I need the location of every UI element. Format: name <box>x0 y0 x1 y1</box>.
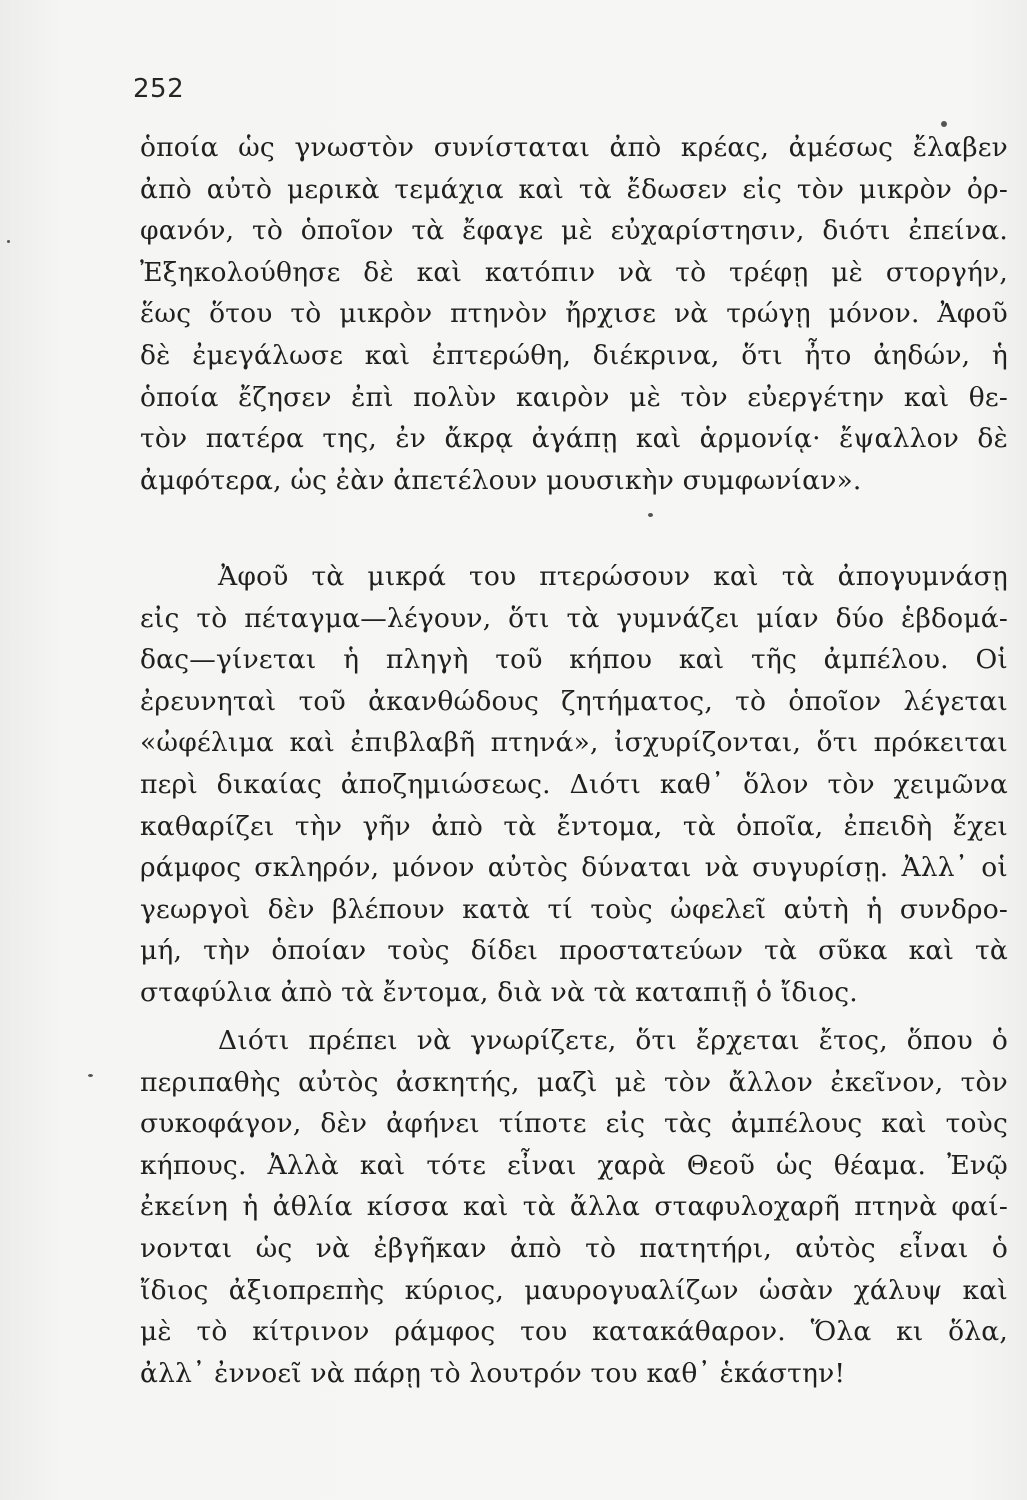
text-line: φανόν, τὸ ὁποῖον τὰ ἔφαγε μὲ εὐχαρίστησιν, διότι ἐπείνα. <box>140 215 1008 247</box>
text-line: «ὠφέλιμα καὶ ἐπιβλαβῆ πτηνά», ἰσχυρίζονται, ὅτι πρόκειται <box>140 727 1008 759</box>
text-line: μή, τὴν ὁποίαν τοὺς δίδει προστατεύων τὰ σῦκα καὶ τὰ <box>140 935 1008 967</box>
text-line: Ἀφοῦ τὰ μικρά του πτερώσουν καὶ τὰ ἀπογυμνάσῃ <box>218 561 1008 592</box>
paragraph-3 <box>140 1020 1008 1394</box>
print-speck <box>88 1074 93 1077</box>
paragraph-2 <box>140 556 1008 1014</box>
text-line: δας—γίνεται ἡ πληγὴ τοῦ κήπου καὶ τῆς ἀμπέλου. Οἱ <box>140 644 1008 676</box>
paragraph-1 <box>140 127 1008 501</box>
text-line: ράμφος σκληρόν, μόνον αὐτὸς δύναται νὰ συγυρίσῃ. Ἀλλ᾽ οἱ <box>140 852 1008 884</box>
text-line: ἀλλ᾽ ἐννοεῖ νὰ πάρῃ τὸ λουτρόν του καθ᾽ ἑκάστην! <box>140 1357 846 1389</box>
text-line: περιπαθὴς αὐτὸς ἀσκητής, μαζὶ μὲ τὸν ἄλλον ἐκεῖνον, τὸν <box>140 1066 1008 1098</box>
text-line: εἰς τὸ πέταγμα—λέγουν, ὅτι τὰ γυμνάζει μίαν δύο ἑβδομά- <box>140 602 1008 634</box>
print-speck <box>648 513 653 517</box>
print-speck <box>7 240 10 243</box>
print-speck <box>941 121 947 127</box>
text-line: περὶ δικαίας ἀποζημιώσεως. Διότι καθ᾽ ὅλον τὸν χειμῶνα <box>140 768 1008 800</box>
page-number: 252 <box>133 74 185 104</box>
text-line: ὁποία ὡς γνωστὸν συνίσταται ἀπὸ κρέας, ἀμέσως ἔλαβεν <box>140 132 1008 163</box>
text-line: Διότι πρέπει νὰ γνωρίζετε, ὅτι ἔρχεται ἔτος, ὅπου ὁ <box>218 1025 1008 1056</box>
text-line: ἀμφότερα, ὡς ἐὰν ἀπετέλουν μουσικὴν συμφωνίαν». <box>140 464 862 496</box>
text-line: ἴδιος ἀξιοπρεπὴς κύριος, μαυρογυαλίζων ὡσὰν χάλυψ καὶ <box>140 1274 1008 1306</box>
text-line: ἐκείνη ἡ ἀθλία κίσσα καὶ τὰ ἄλλα σταφυλοχαρῆ πτηνὰ φαί- <box>140 1191 1008 1223</box>
text-line: ἀπὸ αὐτὸ μερικὰ τεμάχια καὶ τὰ ἔδωσεν εἰς τὸν μικρὸν ὀρ- <box>140 173 1008 205</box>
text-line: συκοφάγον, δὲν ἀφήνει τίποτε εἰς τὰς ἀμπέλους καὶ τοὺς <box>140 1108 1008 1140</box>
text-line: καθαρίζει τὴν γῆν ἀπὸ τὰ ἔντομα, τὰ ὁποῖα, ἐπειδὴ ἔχει <box>140 810 1008 842</box>
text-line: γεωργοὶ δὲν βλέπουν κατὰ τί τοὺς ὠφελεῖ αὐτὴ ἡ συνδρο- <box>140 893 1008 925</box>
text-line: νονται ὡς νὰ ἐβγῆκαν ἀπὸ τὸ πατητήρι, αὐτὸς εἶναι ὁ <box>140 1232 1008 1264</box>
text-line: Ἐξηκολούθησε δὲ καὶ κατόπιν νὰ τὸ τρέφῃ μὲ στοργήν, <box>140 256 1008 288</box>
text-line: κήπους. Ἀλλὰ καὶ τότε εἶναι χαρὰ Θεοῦ ὡς θέαμα. Ἐνῷ <box>140 1149 1008 1181</box>
text-line: ἐρευνηταὶ τοῦ ἀκανθώδους ζητήματος, τὸ ὁποῖον λέγεται <box>140 685 1008 717</box>
text-line: σταφύλια ἀπὸ τὰ ἔντομα, διὰ νὰ τὰ καταπιῇ ὁ ἴδιος. <box>140 976 858 1008</box>
text-line: μὲ τὸ κίτρινον ράμφος του κατακάθαρον. Ὅλα κι ὅλα, <box>140 1316 1008 1348</box>
text-line: ἕως ὅτου τὸ μικρὸν πτηνὸν ἤρχισε νὰ τρώγῃ μόνον. Ἀφοῦ <box>140 298 1008 330</box>
text-line: ὁποία ἔζησεν ἐπὶ πολὺν καιρὸν μὲ τὸν εὐεργέτην καὶ θε- <box>140 381 1008 413</box>
text-line: δὲ ἐμεγάλωσε καὶ ἐπτερώθη, διέκρινα, ὅτι ἦτο ἀηδών, ἡ <box>140 339 1008 371</box>
text-line: τὸν πατέρα της, ἐν ἄκρᾳ ἀγάπῃ καὶ ἁρμονίᾳ· ἔψαλλον δὲ <box>140 423 1008 455</box>
